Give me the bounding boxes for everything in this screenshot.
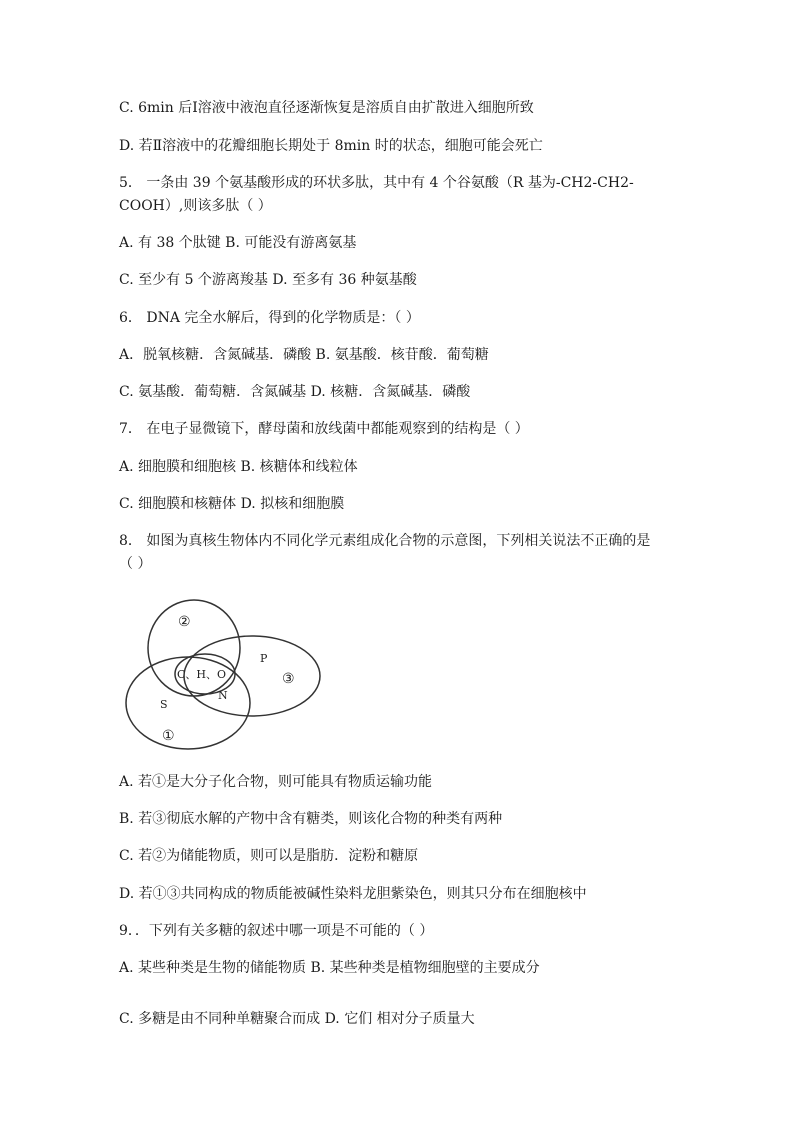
label-circle-3: ③ [282, 671, 295, 687]
option-d-q4: D. 若Ⅱ溶液中的花瓣细胞长期处于 8min 时的状态，细胞可能会死亡 [119, 138, 543, 154]
q9-options-cd: C. 多糖是由不同种单糖聚合而成 D. 它们 相对分子质量大 [119, 1011, 475, 1027]
label-p: P [260, 652, 268, 665]
q9-options-ab: A. 某些种类是生物的储能物质 B. 某些种类是植物细胞壁的主要成分 [119, 960, 540, 976]
q7-options-cd: C. 细胞膜和核糖体 D. 拟核和细胞膜 [119, 496, 345, 512]
q6-options-ab: A．脱氧核糖．含氮碱基．磷酸 B. 氨基酸．核苷酸．葡萄糖 [119, 347, 489, 363]
q6-options-cd: C. 氨基酸．葡萄糖．含氮碱基 D. 核糖．含氮碱基．磷酸 [119, 384, 471, 400]
label-s: S [160, 698, 168, 711]
venn-diagram [120, 590, 330, 760]
q5-options-ab: A. 有 38 个肽键 B. 可能没有游离氨基 [119, 235, 357, 251]
label-center-elements: C、H、O [177, 668, 227, 681]
question-7-stem: 7． 在电子显微镜下，酵母菌和放线菌中都能观察到的结构是（ ） [119, 421, 529, 437]
option-c-q4: C. 6min 后Ⅰ溶液中液泡直径逐渐恢复是溶质自由扩散进入细胞所致 [119, 100, 534, 116]
q8-option-a: A. 若①是大分子化合物，则可能具有物质运输功能 [119, 774, 433, 790]
question-5-stem: 5． 一条由 39 个氨基酸形成的环状多肽，其中有 4 个谷氨酸（R 基为-CH2-CH2- [119, 175, 634, 191]
question-8-stem-cont: （ ） [119, 556, 152, 572]
label-circle-1: ① [162, 728, 175, 744]
label-circle-2: ② [178, 614, 191, 630]
q8-option-c: C. 若②为储能物质，则可以是脂肪．淀粉和糖原 [119, 848, 419, 864]
q8-option-d: D. 若①③共同构成的物质能被碱性染料龙胆紫染色，则其只分布在细胞核中 [119, 886, 587, 902]
q5-options-cd: C. 至少有 5 个游离羧基 D. 至多有 36 种氨基酸 [119, 272, 417, 288]
question-5-stem-cont: COOH）,则该多肽（ ） [119, 198, 272, 214]
label-n: N [218, 689, 228, 702]
question-9-stem: 9．．下列有关多糖的叙述中哪一项是不可能的（ ） [119, 923, 434, 939]
question-8-stem: 8． 如图为真核生物体内不同化学元素组成化合物的示意图，下列相关说法不正确的是 [119, 533, 651, 549]
question-6-stem: 6． DNA 完全水解后，得到的化学物质是：（ ） [119, 310, 420, 326]
circle-2 [148, 600, 240, 696]
q7-options-ab: A. 细胞膜和细胞核 B. 核糖体和线粒体 [119, 459, 358, 475]
q8-option-b: B. 若③彻底水解的产物中含有糖类，则该化合物的种类有两种 [119, 811, 503, 827]
